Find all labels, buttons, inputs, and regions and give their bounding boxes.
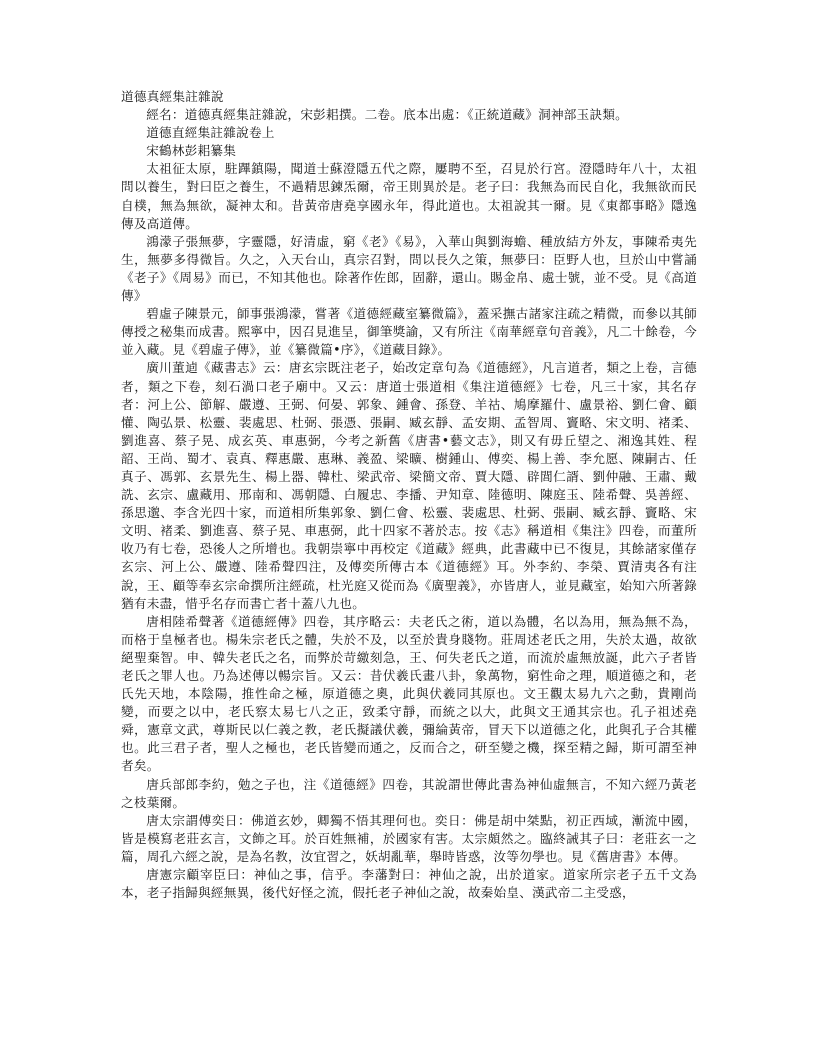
front-matter-line-scripture-name: 經名：道德真經集註雜說，宋彭耜撰。二卷。底本出處：《正統道藏》洞神部玉訣類。 [146, 107, 629, 123]
body-paragraph: 廣川董逌《藏書志》云：唐玄宗既注老子，始改定章句為《道德經》，凡言道者，類之上卷，言德者，類之下卷，刻石渦口老子廟中。又云：唐道士張道相《集注道德經》七卷，凡三十家，其名存者：河上公、節解、嚴遵、王弼、何晏、郭象、鍾會、孫登、羊祜、鳩摩羅什、盧景裕、劉仁會、顧懽、陶弘景、松靈、裴處思、杜弼、張憑、張嗣、臧玄靜、孟安期、孟智周、竇略、宋文明、褚柔、劉進喜、蔡子晃、成玄英、車惠弼，今考之新舊《唐書•藝文志》，則又有毋丘望之、湘逸其姓、程韶、王尚、蜀才、袁真、釋惠嚴、惠琳、義盈、梁曠、樹鍾山、傅奕、楊上善、李允愿、陳嗣古、任真子、馮郭、玄景先生、楊上器、韓杜、梁武帝、梁簡文帝、賈大隱、辟閭仁諝、劉仲融、王肅、戴詵、玄宗、盧藏用、邢南和、馮朝隱、白履忠、李播、尹知章、陸德明、陳庭玉、陸希聲、吳善經、孫思邈、李含光四十家，而道相所集郭象、劉仁會、松靈、裴處思、杜弼、張嗣、臧玄靜、竇略、宋文明、褚柔、劉進喜、蔡子晃、車惠弼，此十四家不著於志。按《志》稱道相《集注》四卷，而董所收乃有七卷，恐後人之所增也。我朝崇寧中再校定《道藏》經典，此書藏中已不復見，其餘諸家僅存玄宗、河上公、嚴遵、陸希聲四注，及傅奕所傳古本《道德經》耳。外李約、李榮、賈清夷各有注說，王、顧等奉玄宗命撰所注經疏，杜光庭又從而為《廣聖義》，亦皆唐人，並見藏室，始知六所著錄猶有未盡，惜乎名存而書亡者十蓋八九也。 [121, 360, 697, 611]
body-paragraph: 唐憲宗顧宰臣曰：神仙之事，信乎。李藩對曰：神仙之說，出於道家。道家所宗老子五千文為本，老子指歸與經無異，後代好怪之流，假托老子神仙之說，故秦始皇、漢武帝二主受惑， [121, 867, 697, 901]
body-paragraph: 唐太宗謂傅奕日：佛道玄妙，卿獨不悟其理何也。奕日：佛是胡中桀點，初正西域，漸流中國，皆是模寫老莊玄言，文飾之耳。於百姓無補，於國家有害。太宗頗然之。臨終誡其子曰：老莊玄一之篇，周孔六經之說，是為名教，汝宜習之，妖胡亂華，舉時皆惑，汝等勿學也。見《舊唐書》本傳。 [121, 812, 697, 864]
document-title: 道德真經集註雜說 [121, 89, 224, 104]
front-matter-line-volume-heading: 道德直經集註雜說卷上 [146, 125, 275, 141]
body-paragraph: 碧虛子陳景元，師事張鴻濛，嘗著《道德經藏室纂微篇》，蓋采撫古諸家注疏之精微，而參以其師傳授之秘集而成書。熙寧中，因召見進呈，御筆獎諭，又有所注《南華經章句音義》，凡二十餘卷，今並入藏。見《碧虛子傳》，並《纂微篇•序》，《道藏目錄》。 [121, 306, 697, 358]
body-paragraph: 唐兵部郎李約，勉之子也，注《道德經》四卷，其說謂世傳此書為神仙虛無言，不知六經乃黃老之枝葉爾。 [121, 776, 697, 810]
front-matter-line-compiler: 宋鶴林彭耜纂集 [146, 143, 237, 159]
body-paragraph: 唐相陸希聲著《道德經傳》四卷，其序略云：夫老氏之術，道以為體，名以為用，無為無不為，而格于皇極者也。楊朱宗老氏之體，失於不及，以至於貴身賤物。莊周述老氏之用，失於太過，故欲絕聖棄智。申、韓失老氏之名，而弊於苛繳刻急，王、何失老氏之道，而流於虛無放誕，此六子者皆老氏之罪人也。乃為述傳以暢宗旨。又云：昔伏羲氏畫八卦，象萬物，窮性命之理，順道德之和，老氏先天地，本陰陽，推性命之極，原道德之奧，此與伏羲同其原也。文王觀太易九六之動，貴剛尚變，而要之以中，老氏察太易七八之正，致柔守靜，而統之以大，此與文王通其宗也。孔子祖述堯舜，憲章文武，尊斯民以仁義之教，老氏擬議伏羲，彌綸黃帝，冒天下以道德之化，此與孔子合其權也。此三君子者，聖人之極也，老氏皆變而通之，反而合之，研至變之機，探至精之歸，斯可謂至神者矣。 [121, 613, 697, 774]
body-paragraph: 太祖征太原，駐蹕鎮陽，聞道士蘇澄隱五代之際，屢聘不至，召見於行宮。澄隱時年八十，太祖問以養生，對曰臣之養生，不過精思鍊炁爾，帝王則異於是。老子曰：我無為而民自化，我無欲而民自樸，無為無欲，凝神太和。昔黃帝唐堯享國永年，得此道也。太祖說其一爾。見《東都事略》隱逸傳及高道傳。 [121, 161, 697, 231]
document-text-body [121, 88, 697, 902]
body-paragraph: 鴻濛子張無夢，字靈隱，好清虛，窮《老》《易》，入華山與劉海蟾、種放結方外友，事陳希夷先生，無夢多得微旨。久之，入天台山，真宗召對，問以長久之策，無夢曰：臣野人也，旦於山中嘗誦《老子》《周易》而已，不知其他也。除著作佐郎，固辭，還山。賜金帛、處士號，並不受。見《高道傳》 [121, 233, 697, 304]
